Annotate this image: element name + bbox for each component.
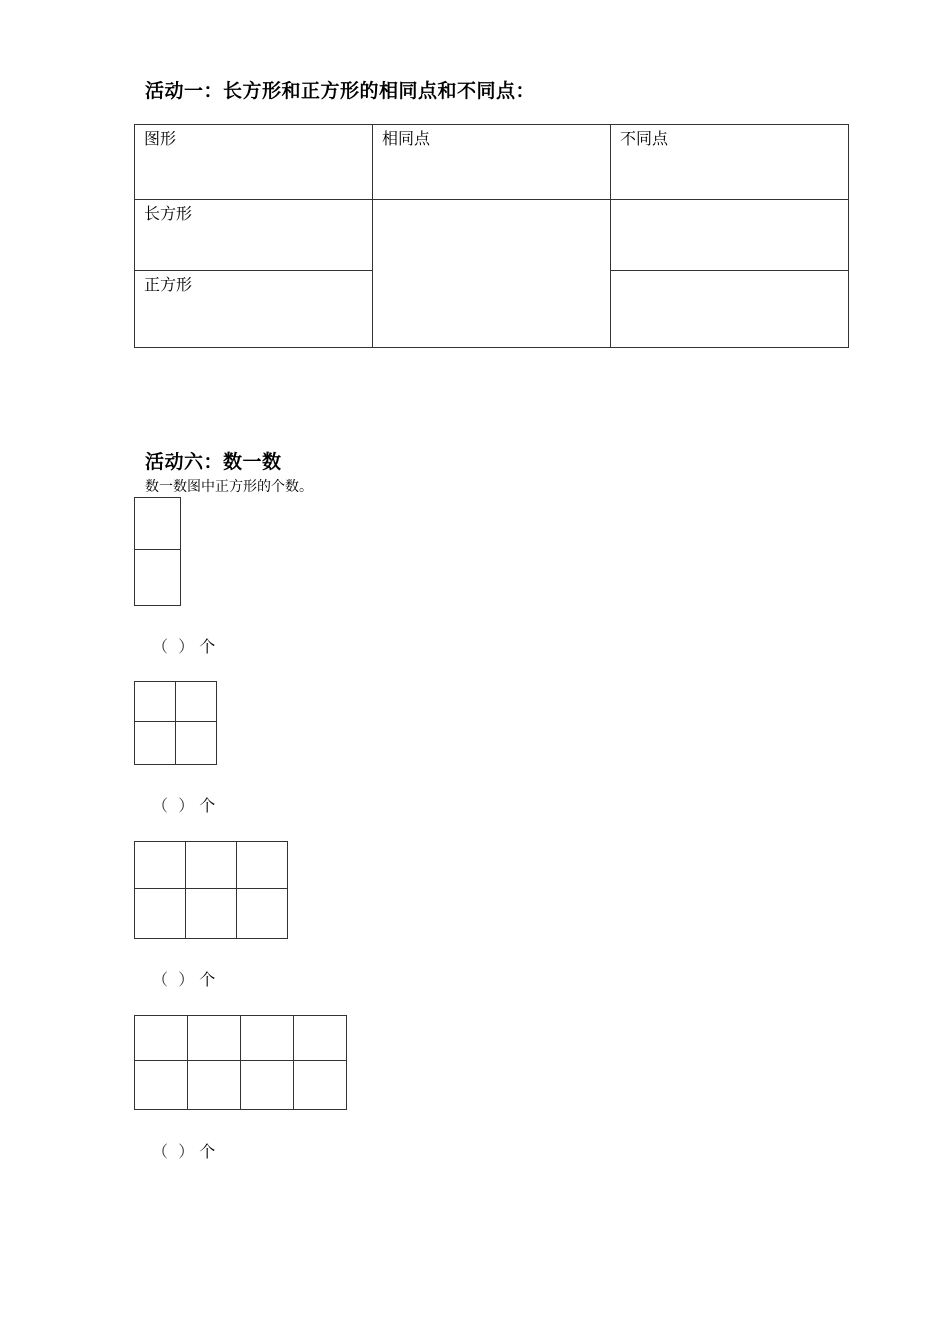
answer-open-paren: （: [152, 970, 169, 989]
grid-cell: [294, 1016, 347, 1061]
row-square-label: 正方形: [135, 271, 373, 348]
answer-blank-3[interactable]: [152, 967, 215, 990]
grid-cell: [135, 1016, 188, 1061]
grid-cell: [135, 842, 186, 889]
answer-value[interactable]: [168, 970, 178, 989]
answer-blank-2[interactable]: [152, 793, 215, 816]
square-grid-2: [134, 681, 217, 765]
answer-open-paren: （: [152, 1142, 169, 1161]
answer-unit: 个: [199, 970, 216, 989]
grid-cell: [135, 722, 176, 765]
answer-value[interactable]: [168, 637, 178, 656]
grid-cell: [188, 1016, 241, 1061]
grid-cell: [186, 842, 237, 889]
square-different-cell[interactable]: [611, 271, 849, 348]
rectangle-different-cell[interactable]: [611, 200, 849, 271]
answer-close-paren: ）: [178, 1142, 195, 1161]
activity1-title: 活动一：长方形和正方形的相同点和不同点：: [145, 80, 536, 102]
answer-close-paren: ）: [178, 796, 195, 815]
answer-blank-1[interactable]: [152, 634, 215, 657]
answer-unit: 个: [199, 1142, 216, 1161]
square-grid-3: [134, 841, 288, 939]
answer-value[interactable]: [168, 1142, 178, 1161]
answer-unit: 个: [199, 637, 216, 656]
answer-close-paren: ）: [178, 637, 195, 656]
header-same: 相同点: [373, 125, 611, 200]
answer-open-paren: （: [152, 796, 169, 815]
answer-open-paren: （: [152, 637, 169, 656]
grid-cell: [135, 550, 181, 606]
square-grid-1: [134, 497, 181, 606]
row-rectangle-label: 长方形: [135, 200, 373, 271]
grid-cell: [188, 1061, 241, 1110]
comparison-table: [134, 124, 849, 348]
same-points-cell[interactable]: [373, 200, 611, 348]
grid-cell: [186, 889, 237, 939]
grid-cell: [176, 722, 217, 765]
grid-cell: [135, 682, 176, 722]
grid-cell: [241, 1016, 294, 1061]
activity6-title: 活动六：数一数: [145, 451, 282, 473]
grid-cell: [176, 682, 217, 722]
table-header-row: [135, 125, 849, 200]
header-different: 不同点: [611, 125, 849, 200]
grid-cell: [294, 1061, 347, 1110]
answer-unit: 个: [199, 796, 216, 815]
grid-cell: [237, 842, 288, 889]
grid-cell: [241, 1061, 294, 1110]
answer-value[interactable]: [168, 796, 178, 815]
answer-blank-4[interactable]: [152, 1139, 215, 1162]
grid-cell: [135, 498, 181, 550]
grid-cell: [135, 1061, 188, 1110]
grid-cell: [237, 889, 288, 939]
answer-close-paren: ）: [178, 970, 195, 989]
grid-cell: [135, 889, 186, 939]
square-grid-4: [134, 1015, 347, 1110]
table-row: [135, 200, 849, 271]
header-shape: 图形: [135, 125, 373, 200]
activity6-instruction: 数一数图中正方形的个数。: [145, 479, 313, 495]
